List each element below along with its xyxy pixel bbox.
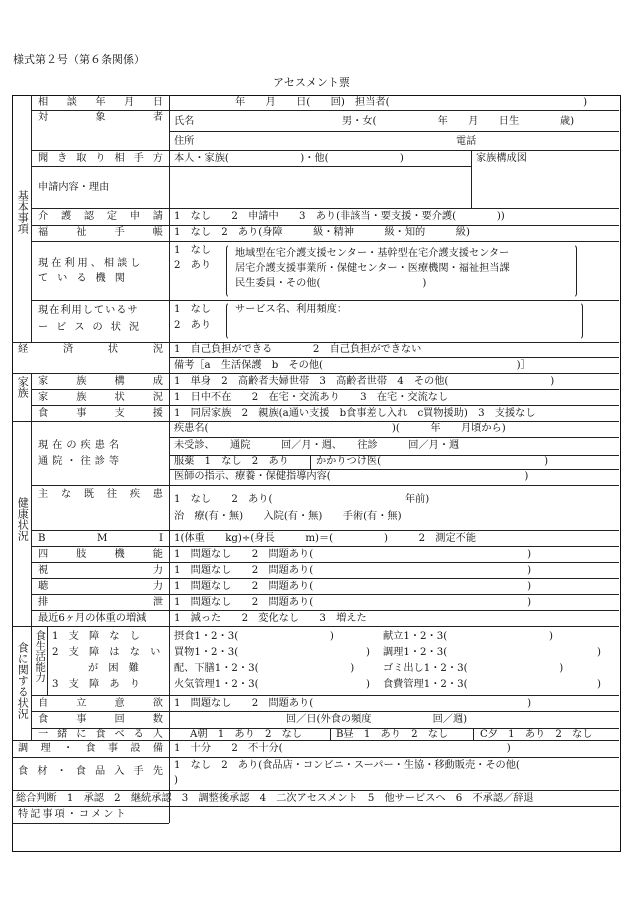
phone-label: 電話	[456, 136, 477, 147]
section-family	[15, 376, 29, 402]
agency-line-2: 居宅介護支援事業所・保健センター・医療機関・福祉担当課	[235, 263, 510, 274]
excretion-value: 1 問題なし 2 問題あり( )	[174, 597, 532, 608]
label-col-line	[169, 95, 170, 823]
close-paren: )	[366, 647, 370, 658]
form-number: 様式第２号（第６条関係）	[13, 53, 145, 66]
visit-value: 未受診、 通院 回／月・週、 往診 回／月・週	[174, 440, 460, 451]
notes-label: 特記事項・コメント	[18, 809, 128, 820]
sex-birth-value: 男・女( 年 月 日生 歳)	[342, 116, 575, 127]
section-col-line	[31, 95, 32, 342]
service-label-1: 現在利用しているサ	[38, 305, 139, 316]
meal-sub-line	[47, 626, 48, 695]
section-basic-text: 基本事項	[16, 190, 30, 234]
equipment-value: 1 十分 2 不十分( )	[174, 743, 511, 754]
form-title: アセスメント票	[273, 76, 350, 89]
weight-label: 最近6ヶ月の体重の増減	[38, 613, 147, 624]
service-yes: 2 あり	[174, 320, 212, 331]
consult-date-label: 相 談 年 月 日	[38, 97, 163, 108]
ingredients-value-1: 1 なし 2 あり(食品店・コンビニ・スーパー・生協・移動販売・その他(	[174, 760, 520, 771]
bmi-value: 1(体重 kg)÷(身長 m)＝( ) 2 測定不能	[174, 533, 477, 544]
close-paren: )	[597, 679, 601, 690]
section-meal	[15, 642, 29, 723]
together-label: 一 緒 に 食 べ る 人	[38, 729, 163, 740]
interviewee-value: 本人・家族( )・他( )	[174, 153, 404, 164]
excretion-label: 排 泄	[38, 597, 163, 608]
meal-item-fire: 火気管理1・2・3(	[174, 679, 259, 690]
section-health-text: 健康状況	[16, 497, 30, 541]
section-col-line	[31, 373, 32, 421]
family-status-label: 家 族 状 況	[38, 392, 163, 403]
service-none: 1 なし	[174, 304, 212, 315]
vision-label: 視 力	[38, 565, 163, 576]
economy-label: 経 済 状 況	[18, 344, 163, 355]
meal-support-label: 食 事 支 援	[38, 408, 163, 419]
agency-label-2: ている機関	[38, 273, 134, 284]
meal-opt-1: 1 支 障 な し	[52, 631, 140, 642]
request-label: 申請内容・理由	[38, 182, 110, 193]
meal-ability-text: 食生活能力	[34, 630, 47, 683]
meal-support-value: 1 同居家族 2 親族(a通い支援 b食事差し入れ c買物援助) 3 支援なし	[174, 408, 536, 419]
meal-ability-label	[33, 630, 47, 686]
economy-value: 1 自己負担ができる 2 自己負担ができない	[174, 344, 422, 355]
limb-label: 四 肢 機 能	[38, 549, 163, 560]
family-chart-label: 家族構成図	[476, 153, 527, 164]
together-split-line	[330, 728, 331, 740]
together-split-line	[473, 728, 474, 740]
ingredients-value-2: )	[174, 775, 178, 786]
meal-count-label: 食 事 回 数	[38, 714, 163, 725]
equipment-label: 調 理 ・ 食 事 設 備	[18, 743, 163, 754]
economy-note: 備考［a 生活保護 b その他( )］	[174, 360, 531, 371]
doctor-split-line	[310, 455, 311, 469]
weight-value: 1 減った 2 変化なし 3 増えた	[174, 613, 367, 624]
agency-none: 1 なし	[174, 245, 212, 256]
subject-label: 対 象 者	[38, 112, 163, 123]
family-doctor: かかりつけ医( )	[316, 456, 549, 467]
doctor-instruction: 医師の指示、療養・保健指導内容( )	[174, 471, 529, 482]
meal-item-cost: 食費管理1・2・3(	[383, 679, 468, 690]
overall-judgement: 総合判断 1 承認 2 継続承認 3 調整後承認 4 二次アセスメント 5 他サービスへ 6 不承認／辞退	[16, 793, 534, 804]
agency-brace-right	[568, 244, 577, 298]
meal-item-shopping: 買物1・2・3(	[174, 647, 239, 658]
service-brace-right	[574, 302, 583, 340]
care-label: 介 護 認 定 申 請	[38, 211, 163, 222]
service-brace-left	[226, 302, 235, 340]
close-paren: )	[597, 647, 601, 658]
hearing-label: 聴 力	[38, 581, 163, 592]
agency-yes: 2 あり	[174, 260, 212, 271]
agency-line-3: 民生委員・その他( )	[235, 278, 427, 289]
family-composition-value: 1 単身 2 高齢者夫婦世帯 3 高齢者世帯 4 その他( )	[174, 376, 555, 387]
family-chart-line	[471, 150, 472, 208]
agency-brace-left	[226, 244, 235, 298]
medicine-value: 服薬 1 なし 2 あり	[174, 456, 289, 467]
ingredients-label: 食 材 ・ 食 品 入 手 先	[18, 766, 163, 777]
address-label: 住所	[174, 136, 195, 147]
bmi-label: B M I	[38, 533, 163, 544]
meal-item-garbage: ゴミ出し1・2・3( )	[383, 663, 564, 674]
family-status-value: 1 日中不在 2 在宅・交流あり 3 在宅・交流なし	[174, 392, 449, 403]
welfare-value: 1 なし 2 あり(身障 級・精神 級・知的 級)	[174, 227, 470, 238]
service-label-2: ービスの状況	[38, 322, 148, 333]
limb-value: 1 問題なし 2 問題あり( )	[174, 549, 532, 560]
visit-label: 通院・往診等	[38, 456, 124, 467]
history-2: 治 療(有・無) 入院(有・無) 手術(有・無)	[174, 511, 402, 522]
close-paren: )	[366, 679, 370, 690]
motivation-value: 1 問題なし 2 問題あり( )	[174, 698, 532, 709]
motivation-label: 自 立 意 欲	[38, 698, 163, 709]
hearing-value: 1 問題なし 2 問題あり( )	[174, 581, 532, 592]
history-1: 1 なし 2 あり( 年前)	[174, 494, 430, 505]
together-breakfast: A朝 1 あり 2 なし	[190, 729, 303, 740]
care-value: 1 なし 2 申請中 3 あり(非該当・要支援・要介護( ))	[174, 211, 505, 222]
together-lunch: B昼 1 あり 2 なし	[336, 729, 449, 740]
history-label: 主 な 既 往 疾 患	[38, 489, 163, 500]
section-health	[15, 497, 29, 545]
agency-line-1: 地域型在宅介護支援センター・基幹型在宅介護支援センター	[235, 248, 510, 259]
interviewee-label: 聞 き 取 り 相 手 方	[38, 153, 163, 164]
agency-label-1: 現在利用、相談し	[38, 258, 144, 269]
section-col-line	[31, 626, 32, 740]
disease-name: 疾患名( )( 年 月頃から)	[174, 423, 506, 434]
meal-item-eating: 摂食1・2・3( )	[174, 631, 334, 642]
together-dinner: C夕 1 あり 2 なし	[480, 729, 593, 740]
consult-date-value: 年 月 日( 回) 担当者( )	[235, 97, 588, 108]
section-family-text: 家族	[16, 376, 30, 398]
meal-opt-2a: 2 支 障 は な い	[52, 647, 161, 658]
family-composition-label: 家 族 構 成	[38, 376, 163, 387]
service-text: サービス名、利用頻度：	[235, 304, 348, 315]
section-col-line	[31, 421, 32, 626]
section-meal-text: 食に関する状況	[16, 642, 30, 719]
disease-label: 現在の疾患名	[38, 440, 124, 451]
welfare-label: 福 祉 手 帳	[38, 227, 163, 238]
meal-item-serving: 配、下膳1・2・3( )	[174, 663, 355, 674]
meal-item-menu: 献立1・2・3( )	[383, 631, 554, 642]
name-label: 氏名	[174, 116, 195, 127]
vision-value: 1 問題なし 2 問題あり( )	[174, 565, 532, 576]
meal-opt-2b: が 困 難	[88, 663, 139, 674]
meal-count-value: 回／日(外食の頻度 回／週)	[286, 714, 468, 725]
meal-item-cooking: 調理1・2・3(	[383, 647, 448, 658]
section-basic	[15, 190, 29, 238]
meal-opt-3: 3 支 障 あ り	[52, 679, 140, 690]
